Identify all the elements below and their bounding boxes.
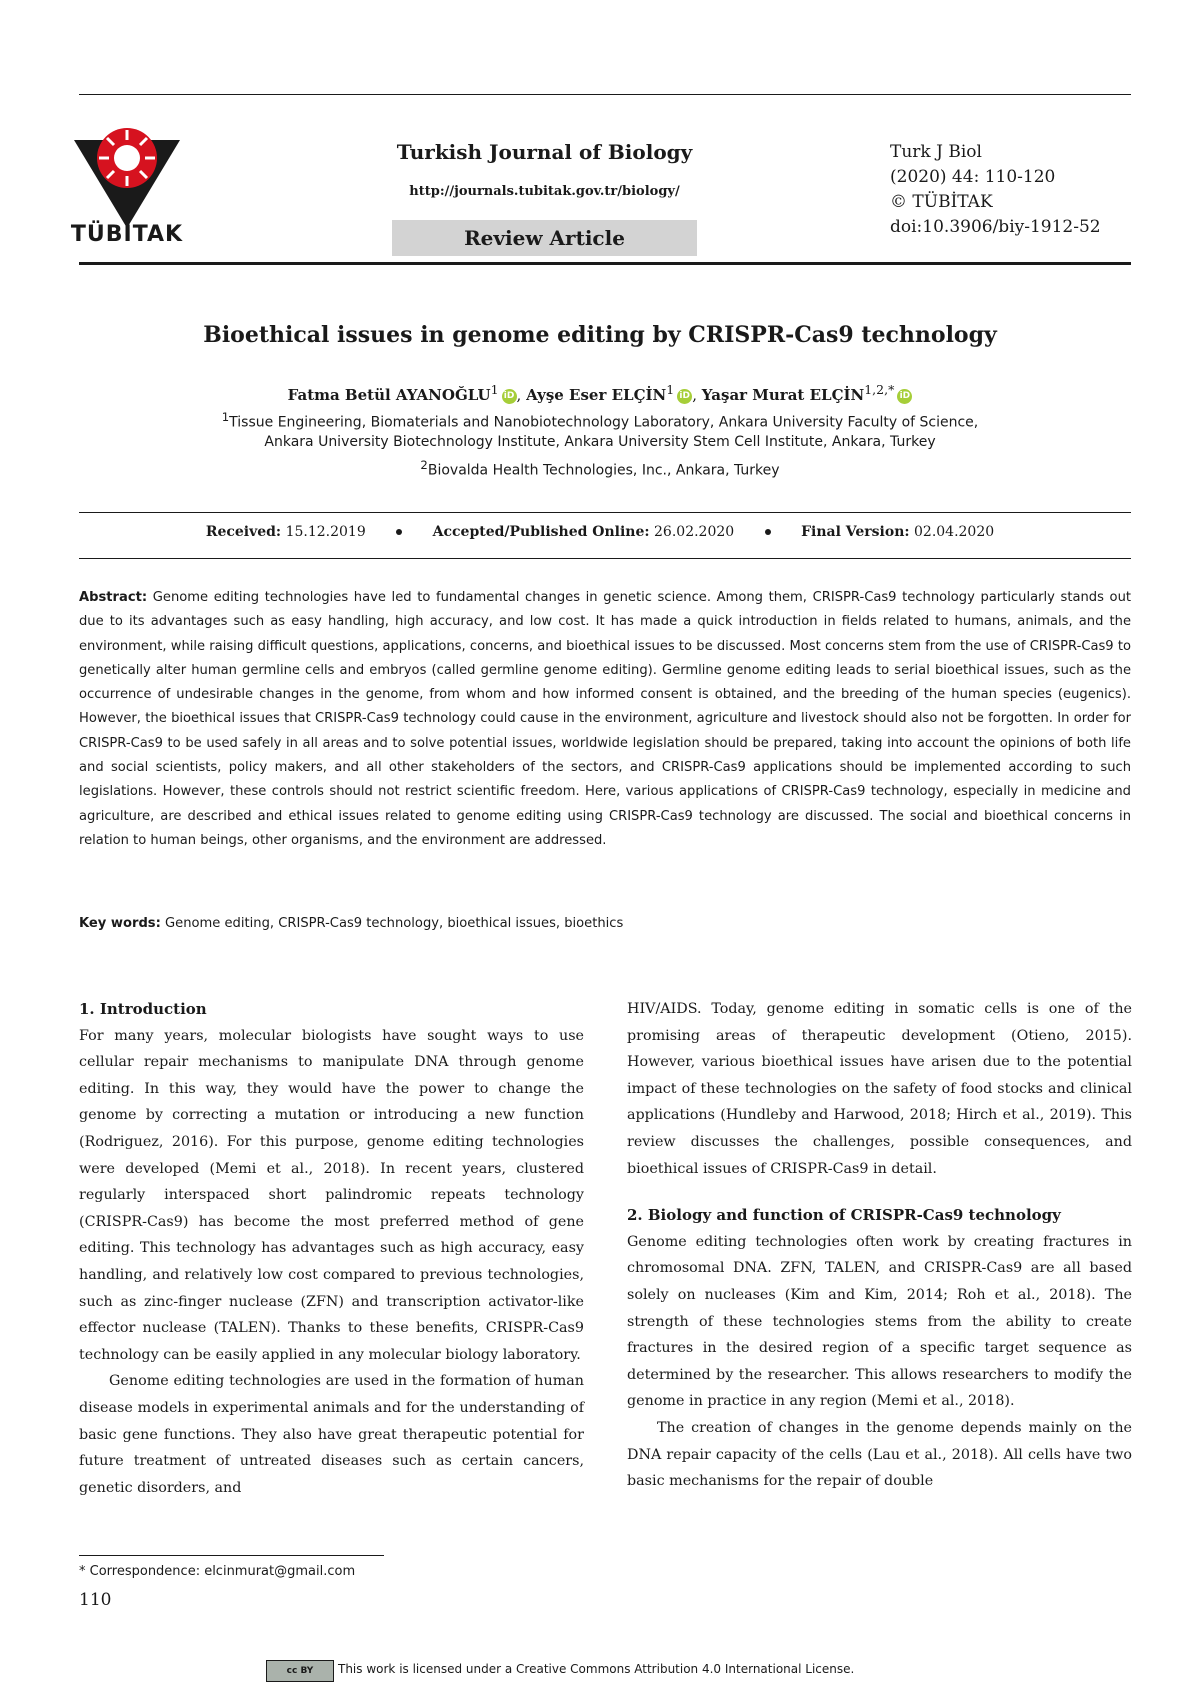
paper-title: Bioethical issues in genome editing by CRISPR-Cas9 technology [203,322,997,348]
header-top-rule [79,94,1131,95]
bullet-icon [396,529,402,535]
received-date: 15.12.2019 [285,524,366,540]
meta-volume: (2020) 44: 110-120 [890,167,1056,187]
publication-dates: Received: 15.12.2019 Accepted/Published Online: 26.02.2020 Final Version: 02.04.2020 [205,524,995,540]
bullet-icon [765,529,771,535]
affiliation-2: $^2$Biovalda Health Technologies, Inc., Ankara, Turkey [420,458,780,479]
final-date: 02.04.2020 [914,524,995,540]
article-type-banner: Review Article [392,220,697,256]
license-text[interactable]: This work is licensed under a Creative Commons Attribution 4.0 International License. [338,1662,855,1676]
affiliation-1: $^1$Tissue Engineering, Biomaterials and Nanobiotechnology Laboratory, Ankara University Faculty of Science, [221,410,979,431]
keywords-label: Key words: [79,916,161,931]
tubitak-logo [72,120,182,250]
paragraph: For many years, molecular biologists have sought ways to use cellular repair mechanisms to manipulate DNA through genome editing. In this way, they would have the power to change the genome by correcting a mutation or introducing a new function (Rodriguez, 2016). For this purpose, genome editing technologies were developed (Memi et al., 2018). In recent years, clustered regularly interspaced short palindromic repeats technology (CRISPR-Cas9) has become the most preferred method of gene editing. This technology has advantages such as high accuracy, easy handling, and relatively low cost compared to previous technologies, such as zinc-finger nuclease (ZFN) and transcription activator-like effector nuclease (TALEN). Thanks to these benefits, CRISPR-Cas9 technology can be easily applied in any molecular biology laboratory. [79,1027,584,1363]
correspondence-footnote: * Correspondence: elcinmurat@gmail.com [79,1564,356,1579]
orcid-icon[interactable]: iD [897,389,912,404]
orcid-icon[interactable]: iD [677,389,692,404]
citation-meta [890,140,1101,240]
paragraph: Genome editing technologies are used in the formation of human disease models in experimental animals and for the understanding of basic gene functions. They also have great therapeutic potential for future treatment of untreated diseases such as certain cancers, genetic disorders, and [79,1373,584,1496]
journal-title: Turkish Journal of Biology [396,140,693,164]
section-heading-introduction: 1. Introduction [79,1000,207,1018]
abstract-text: Genome editing technologies have led to fundamental changes in genetic science. Among them, CRISPR-Cas9 technology particularly stands out due to its advantages such as easy handling, high accuracy, and low cost. It has made a quick introduction in fields related to humans, animals, and the environment, while raising difficult questions, applications, concerns, and bioethical issues to be discussed. Most concerns stem from the use of CRISPR-Cas9 to genetically alter human germline cells and embryos (called germline genome editing). Germline genome editing leads to serial bioethical issues, such as the occurrence of undesirable changes in the genome, from whom and how informed consent is obtained, and the breeding of the human species (eugenics). However, the bioethical issues that CRISPR-Cas9 technology could cause in the environment, agriculture and livestock should also not be forgotten. In order for CRISPR-Cas9 to be used safely in all areas and to solve potential issues, worldwide legislation should be prepared, taking into account the opinions of both life and social scientists, policy makers, and all other stakeholders of the sectors, and CRISPR-Cas9 applications should be implemented according to such legislations. However, these controls should not restrict scientific freedom. Here, various applications of CRISPR-Cas9 technology, especially in medicine and agriculture, are described and ethical issues related to genome editing using CRISPR-Cas9 technology are discussed. The social and bioethical concerns in relation to human beings, other organisms, and the environment are addressed. [79,590,1131,848]
footnote-rule [79,1555,384,1556]
section-spacer [627,1182,1132,1202]
cc-by-icon[interactable]: cc BY [266,1660,334,1682]
dates-bottom-rule [79,558,1131,559]
author: Fatma Betül AYANOĞLU$^1$ iD , [287,382,527,404]
abstract [79,586,1131,853]
logo-wordmark: TÜBİTAK [70,222,184,247]
abstract-label: Abstract: [79,590,148,605]
dates-top-rule [79,512,1131,513]
paragraph: Genome editing technologies often work by creating fractures in chromosomal DNA. ZFN, TALEN, and CRISPR-Cas9 are all based solely on nucleases (Kim and Kim, 2014; Roh et al., 2018). The strength of these technologies stems from the ability to create fractures in the desired region of a specific target sequence as determined by the researcher. This allows researchers to modify the genome in practice in any region (Memi et al., 2018). [627,1233,1132,1410]
header-bottom-rule [79,262,1131,265]
right-column [627,996,1132,1495]
meta-copyright: © TÜBİTAK [890,192,993,212]
author: Ayşe Eser ELÇİN$^1$ iD , [526,382,702,404]
paragraph: HIV/AIDS. Today, genome editing in somatic cells is one of the promising areas of therapeutic development (Otieno, 2015). However, various bioethical issues have arisen due to the potential impact of these technologies on the safety of food stocks and clinical applications (Hundleby and Harwood, 2018; Hirch et al., 2019). This review discusses the challenges, possible consequences, and bioethical issues of CRISPR-Cas9 in detail. [627,1001,1132,1177]
meta-doi[interactable]: doi:10.3906/biy-1912-52 [890,217,1101,237]
section-heading-biology: 2. Biology and function of CRISPR-Cas9 technology [627,1206,1061,1225]
page-number: 110 [79,1590,112,1610]
author-list [60,382,1140,404]
affiliation-1-cont: Ankara University Biotechnology Institute, Ankara University Stem Cell Institute, Ankara, Turkey [264,434,936,450]
journal-url[interactable]: http://journals.tubitak.gov.tr/biology/ [409,184,680,199]
paragraph: The creation of changes in the genome depends mainly on the DNA repair capacity of the cells (Lau et al., 2018). All cells have two basic mechanisms for the repair of double [627,1419,1132,1490]
orcid-icon[interactable]: iD [502,389,517,404]
left-column [79,996,584,1501]
meta-journal-abbrev: Turk J Biol [890,142,982,162]
keywords-text: Genome editing, CRISPR-Cas9 technology, bioethical issues, bioethics [165,916,624,931]
author: Yaşar Murat $ELÇİN^{1,2,*}$ iD [702,386,913,404]
accepted-date: 26.02.2020 [654,524,735,540]
keywords [79,916,1131,931]
